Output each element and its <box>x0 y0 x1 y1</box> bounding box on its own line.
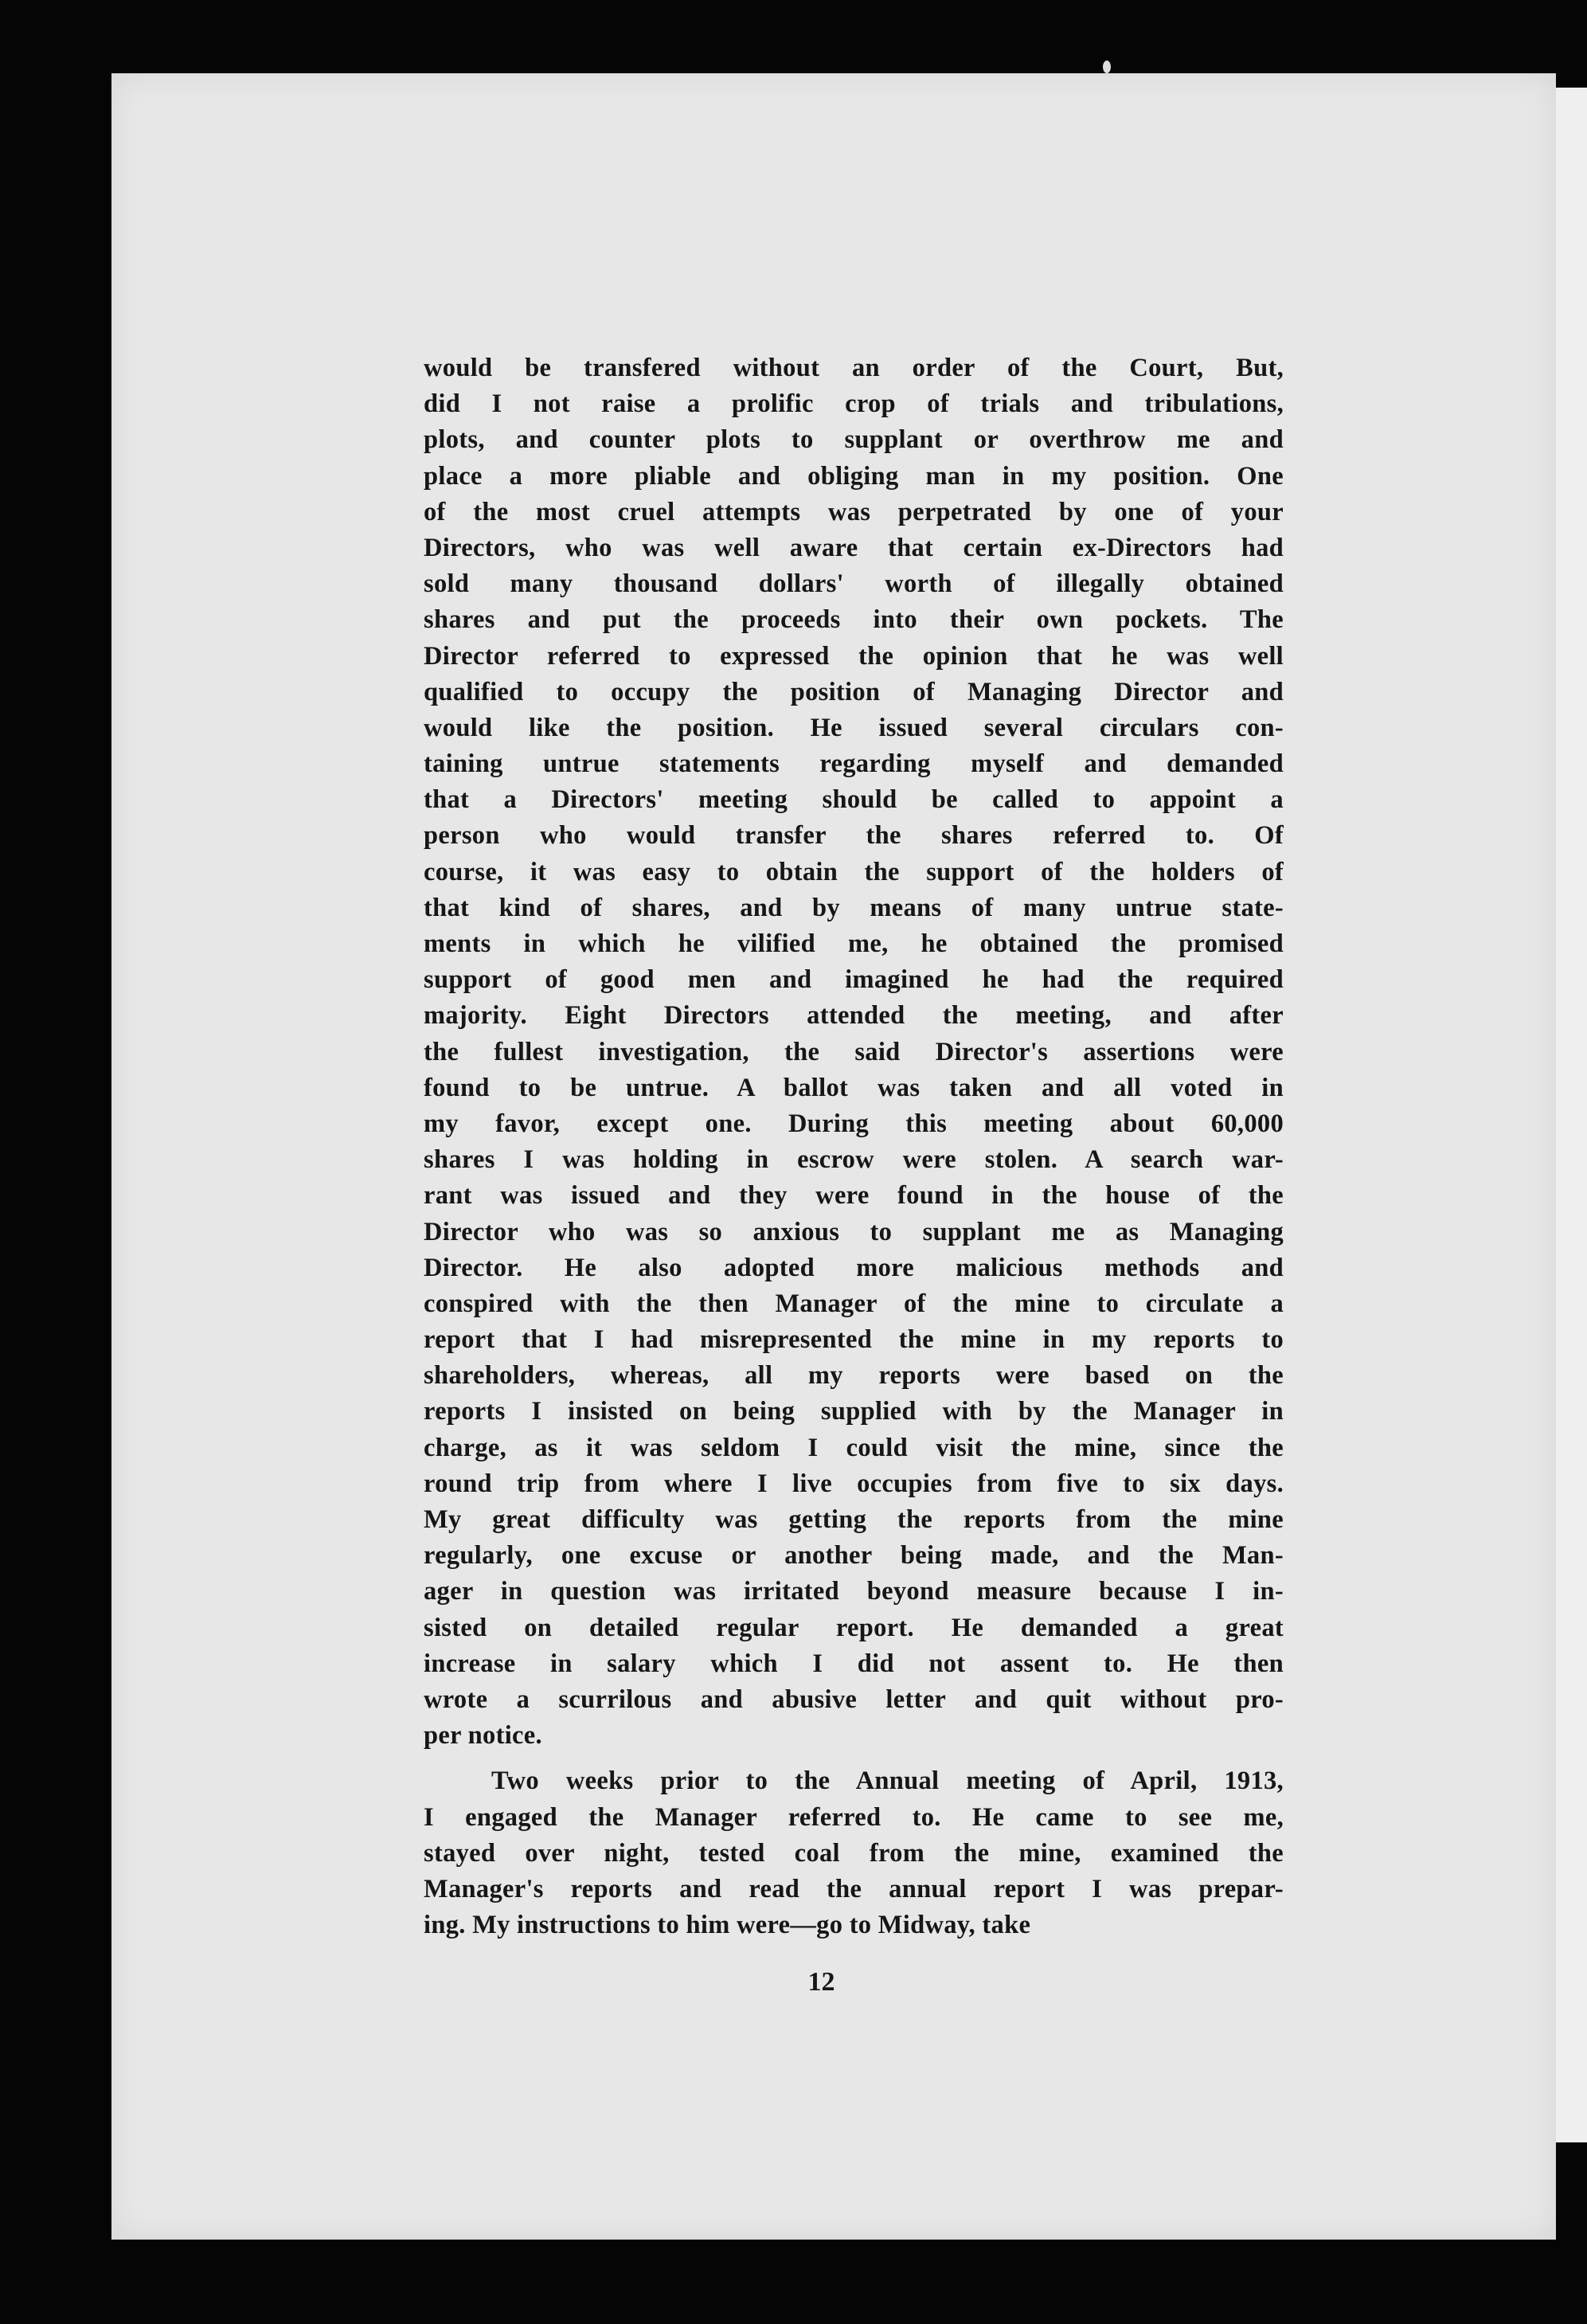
text-line: per notice. <box>424 1721 542 1751</box>
text-line: my favor, except one. During this meeting about 60,000 <box>424 1109 1284 1138</box>
text-line: found to be untrue. A ballot was taken and all voted in <box>424 1073 1284 1102</box>
text-line: Director referred to expressed the opinion that he was well <box>424 641 1284 671</box>
text-line: ing. My instructions to him were—go to Midway, take <box>424 1911 1031 1940</box>
text-line: sold many thousand dollars' worth of illegally obtained <box>424 569 1284 599</box>
text-line: rant was issued and they were found in the house of the <box>424 1181 1284 1211</box>
text-line: charge, as it was seldom I could visit the mine, since the <box>424 1433 1284 1462</box>
text-line: round trip from where I live occupies from five to six days. <box>424 1469 1284 1498</box>
text-line: majority. Eight Directors attended the meeting, and after <box>424 1001 1284 1031</box>
text-line: Two weeks prior to the Annual meeting of April, 1913, <box>491 1766 1284 1796</box>
text-line: regularly, one excuse or another being made, and the Man- <box>424 1541 1284 1571</box>
text-line: taining untrue statements regarding myself and demanded <box>424 749 1284 779</box>
text-line: ments in which he vilified me, he obtained the promised <box>424 929 1284 958</box>
text-line: support of good men and imagined he had the required <box>424 965 1284 995</box>
scan-artifact <box>1103 61 1111 73</box>
page-number: 12 <box>807 1967 835 1997</box>
text-line: Directors, who was well aware that certain ex-Directors had <box>424 533 1284 562</box>
adjacent-page-edge <box>1556 88 1587 2142</box>
text-line: would be transfered without an order of the Court, But, <box>424 354 1284 382</box>
text-line: that kind of shares, and by means of many untrue state- <box>424 893 1284 922</box>
body-text <box>424 350 1284 1943</box>
text-line: qualified to occupy the position of Managing Director and <box>424 677 1284 706</box>
text-line: conspired with the then Manager of the mine to circulate a <box>424 1289 1284 1318</box>
text-line: would like the position. He issued several circulars con- <box>424 713 1284 742</box>
text-line: report that I had misrepresented the mine in my reports to <box>424 1325 1284 1355</box>
paragraph <box>424 350 1284 1754</box>
text-line: wrote a scurrilous and abusive letter and quit without pro- <box>424 1684 1284 1714</box>
text-line: Director who was so anxious to supplant me as Managing <box>424 1217 1284 1246</box>
paragraph <box>424 1763 1284 1943</box>
text-line: person who would transfer the shares referred to. Of <box>424 821 1284 851</box>
text-line: that a Directors' meeting should be called to appoint a <box>424 785 1284 815</box>
text-line: the fullest investigation, the said Director's assertions were <box>424 1037 1284 1066</box>
text-line: did I not raise a prolific crop of trials and tribulations, <box>424 389 1284 419</box>
text-line: shares and put the proceeds into their own pockets. The <box>424 605 1284 635</box>
text-line: stayed over night, tested coal from the mine, examined the <box>424 1838 1284 1868</box>
text-line: shareholders, whereas, all my reports were based on the <box>424 1361 1284 1391</box>
text-line: shares I was holding in escrow were stolen. A search war- <box>424 1145 1284 1175</box>
text-line: ager in question was irritated beyond measure because I in- <box>424 1577 1284 1606</box>
text-line: Manager's reports and read the annual report I was prepar- <box>424 1874 1284 1903</box>
text-line: Director. He also adopted more malicious methods and <box>424 1253 1284 1282</box>
text-line: place a more pliable and obliging man in my position. One <box>424 461 1284 491</box>
text-line: increase in salary which I did not assent to. He then <box>424 1649 1284 1678</box>
text-line: reports I insisted on being supplied with by the Manager in <box>424 1397 1284 1426</box>
text-line: My great difficulty was getting the reports from the mine <box>424 1505 1284 1534</box>
text-line: I engaged the Manager referred to. He came to see me, <box>424 1802 1284 1832</box>
text-line: sisted on detailed regular report. He demanded a great <box>424 1613 1284 1642</box>
paragraph-gap <box>424 1754 1284 1763</box>
text-line: of the most cruel attempts was perpetrated by one of your <box>424 497 1284 526</box>
text-line: course, it was easy to obtain the support of the holders of <box>424 857 1284 886</box>
text-line: plots, and counter plots to supplant or overthrow me and <box>424 425 1284 455</box>
